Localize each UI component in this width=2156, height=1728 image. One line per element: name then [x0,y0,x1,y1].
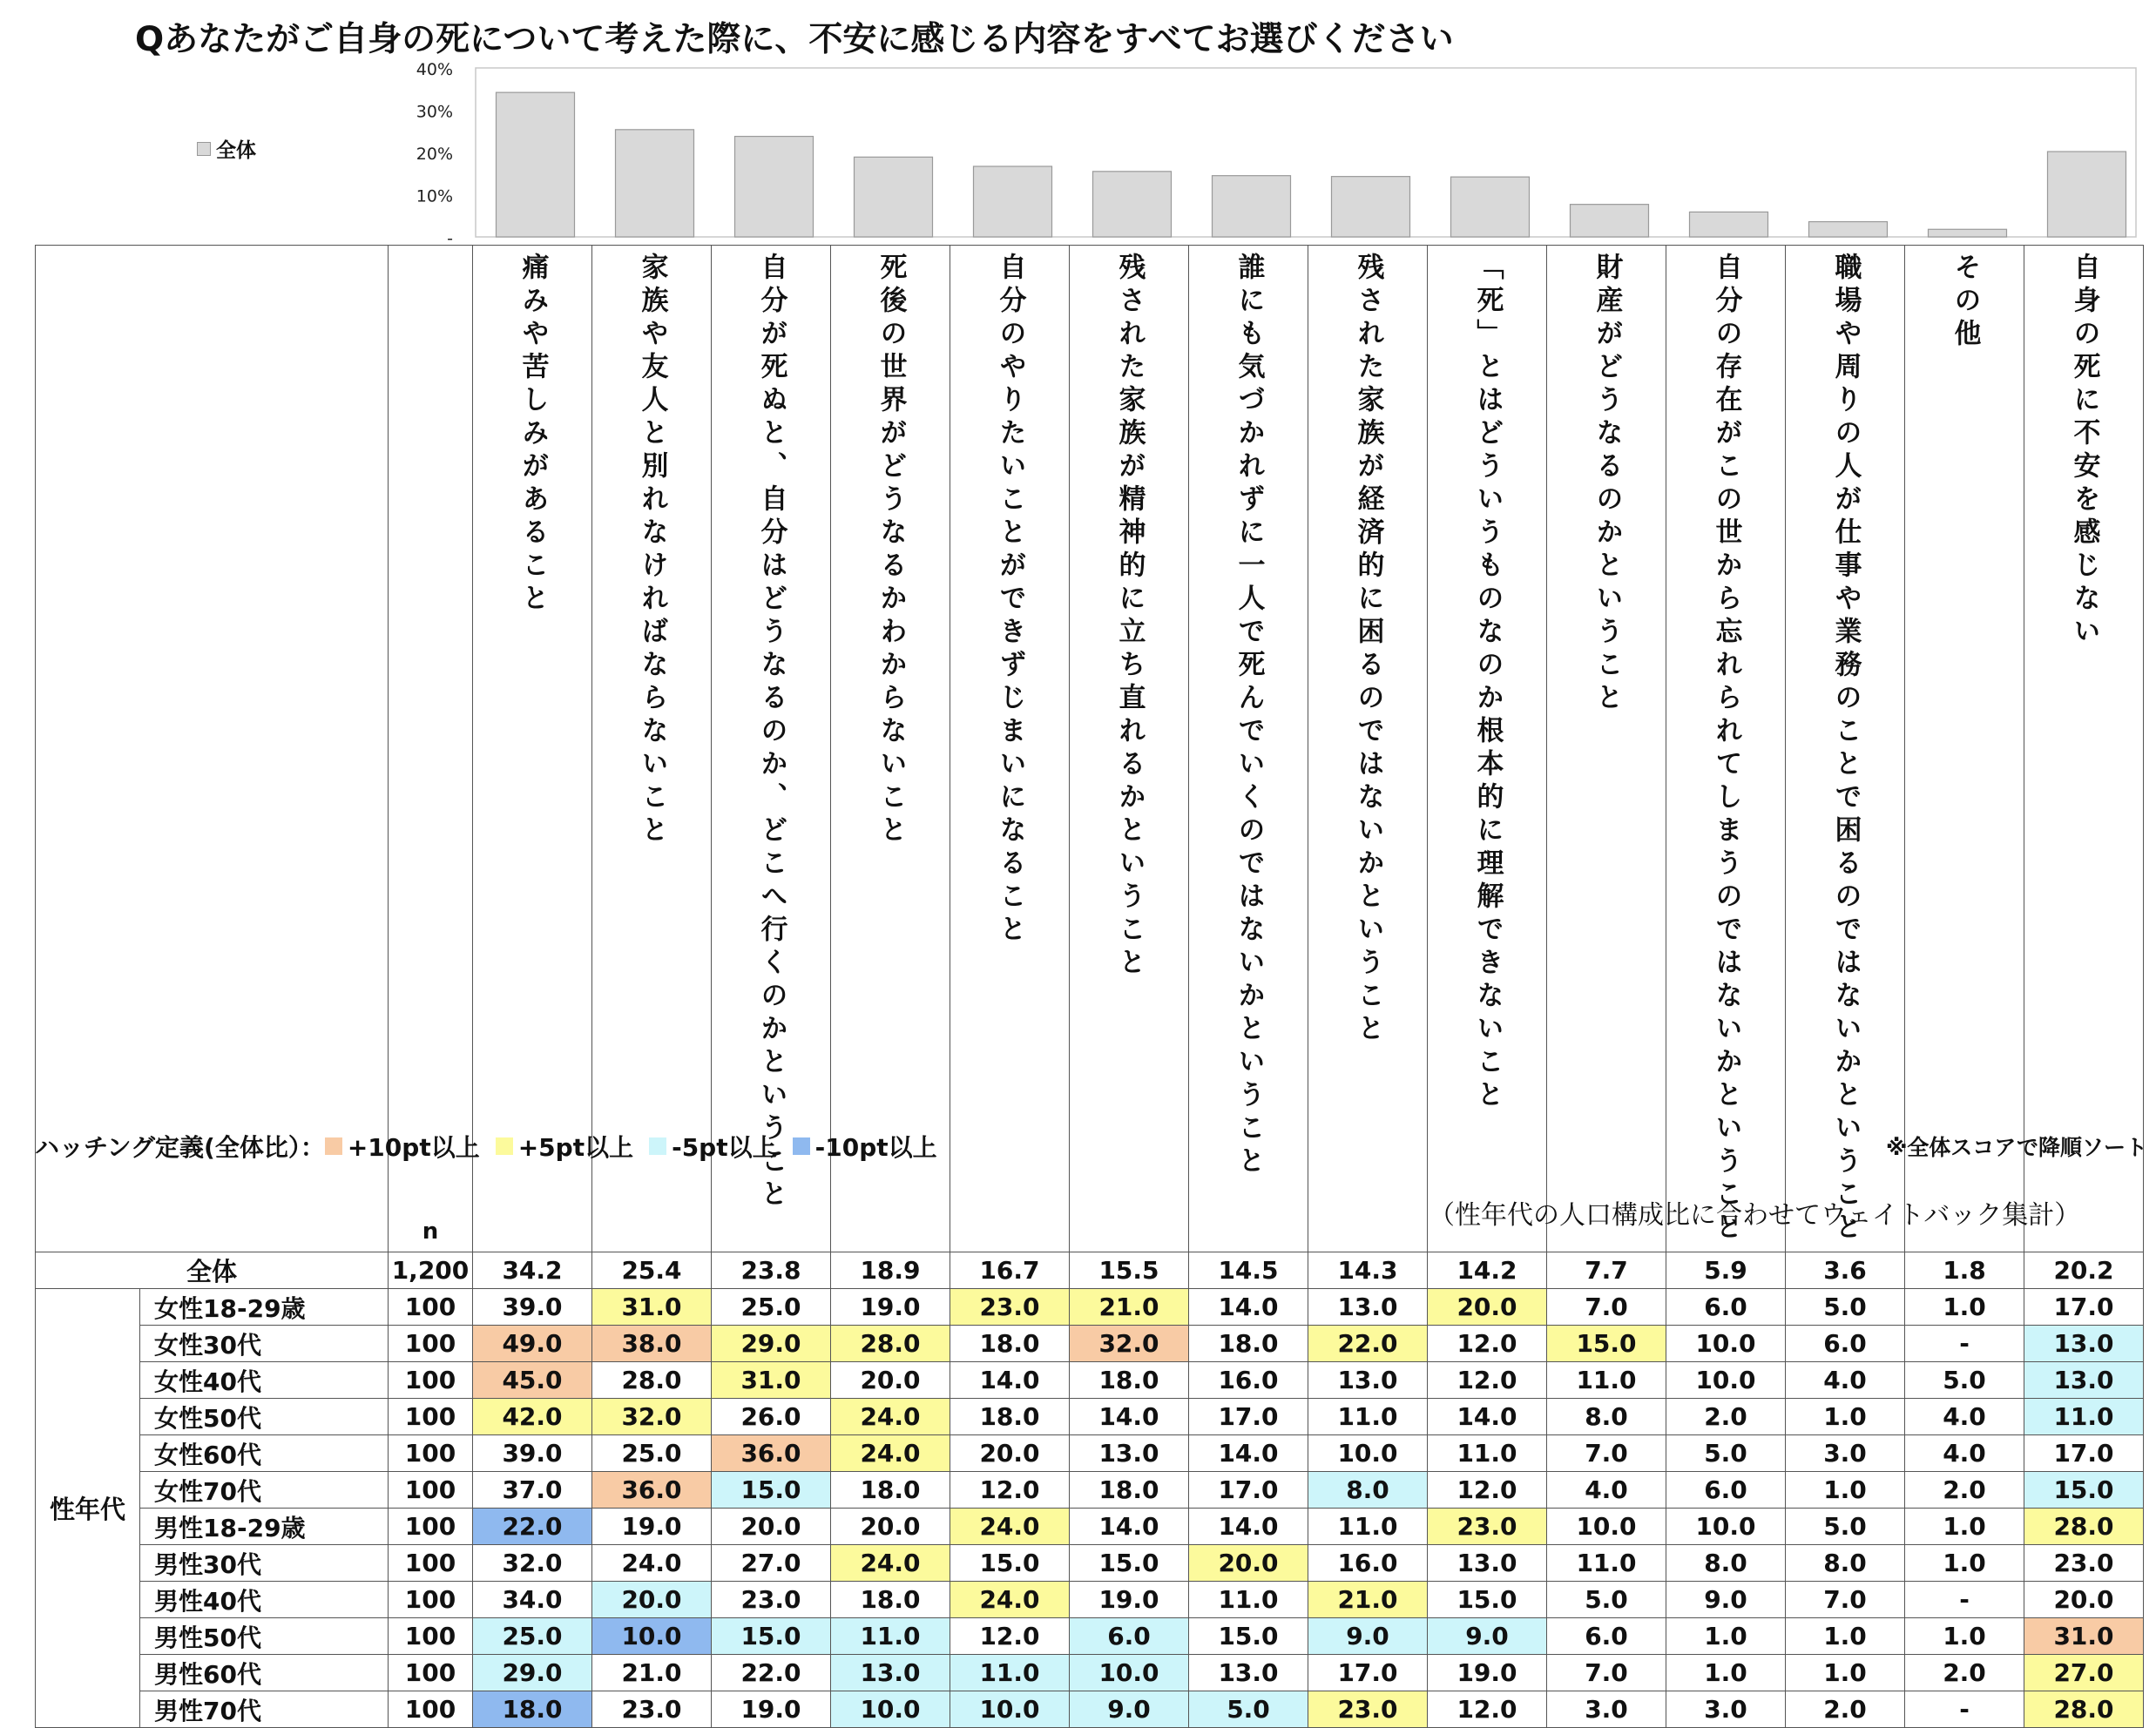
bar [1093,172,1172,237]
y-tick-label: 10% [416,186,453,206]
table-cell: 10.0 [592,1618,712,1655]
table-cell: 17.0 [2024,1435,2144,1472]
bar [974,166,1052,237]
table-cell: 3.0 [1786,1435,1905,1472]
table-cell: 26.0 [712,1399,831,1435]
total-value: 1.8 [1905,1252,2024,1289]
column-header [1666,246,1786,1252]
table-cell: 8.0 [1666,1545,1786,1582]
segment-n: 100 [389,1362,473,1399]
column-header-text: 家族や友人と別れなければならないこと [636,253,668,848]
table-cell: 18.0 [473,1691,592,1728]
table-cell: 19.0 [592,1509,712,1545]
table-cell: 5.0 [1189,1691,1308,1728]
total-value: 14.3 [1308,1252,1428,1289]
table-cell: 2.0 [1666,1399,1786,1435]
y-tick-label: 40% [416,60,453,79]
header-row [36,246,2144,1252]
table-cell: 6.0 [1666,1472,1786,1509]
bar [497,92,575,237]
table-cell: 27.0 [2024,1655,2144,1691]
hatching-label: +10pt以上 [347,1133,480,1162]
table-cell: 24.0 [950,1582,1070,1618]
header-n: n [389,246,473,1252]
table-cell: 7.0 [1547,1289,1666,1326]
table-cell: 22.0 [473,1509,592,1545]
table-cell: 14.0 [1189,1289,1308,1326]
hatching-swatch [793,1137,810,1155]
table-cell: 31.0 [712,1362,831,1399]
table-cell: 25.0 [473,1618,592,1655]
table-cell: 10.0 [1547,1509,1666,1545]
table-cell: 14.0 [1189,1435,1308,1472]
table-cell: 18.0 [950,1399,1070,1435]
table-cell: 9.0 [1070,1691,1189,1728]
segment-n: 100 [389,1289,473,1326]
table-cell: 5.0 [1547,1582,1666,1618]
table-row [36,1545,2144,1582]
table-row [36,1289,2144,1326]
total-value: 34.2 [473,1252,592,1289]
table-cell: 28.0 [2024,1691,2144,1728]
table-cell: 7.0 [1547,1435,1666,1472]
table-cell: 9.0 [1308,1618,1428,1655]
column-header-text: 財産がどうなるのかということ [1591,253,1623,716]
table-cell: 32.0 [473,1545,592,1582]
table-cell: 13.0 [1189,1655,1308,1691]
table-cell: 11.0 [1189,1582,1308,1618]
table-cell: 9.0 [1666,1582,1786,1618]
segment-label: 男性40代 [140,1582,389,1618]
segment-label: 男性50代 [140,1618,389,1655]
segment-label: 女性50代 [140,1399,389,1435]
table-cell: 23.0 [1308,1691,1428,1728]
table-row [36,1691,2144,1728]
table-cell: 28.0 [2024,1509,2144,1545]
table-cell: 11.0 [1308,1399,1428,1435]
table-cell: 2.0 [1905,1472,2024,1509]
segment-n: 100 [389,1472,473,1509]
table-cell: 18.0 [1189,1326,1308,1362]
total-value: 15.5 [1070,1252,1189,1289]
table-cell: 28.0 [831,1326,950,1362]
table-cell: 23.0 [2024,1545,2144,1582]
bar [855,157,933,237]
total-value: 25.4 [592,1252,712,1289]
table-cell: 2.0 [1905,1655,2024,1691]
column-header-text: 「死」とはどういうものなのか根本的に理解できないこと [1471,253,1504,1113]
table-row [36,1582,2144,1618]
table-cell: 36.0 [712,1435,831,1472]
column-header [712,246,831,1252]
table-cell: 10.0 [1666,1362,1786,1399]
column-header [1786,246,1905,1252]
table-cell: 4.0 [1547,1472,1666,1509]
segment-n: 100 [389,1655,473,1691]
table-cell: 23.0 [950,1289,1070,1326]
column-header-text: 自分のやりたいことができずじまいになること [994,253,1026,948]
table-cell: - [1905,1326,2024,1362]
table-cell: 15.0 [950,1545,1070,1582]
segment-n: 100 [389,1509,473,1545]
hatching-legend [35,1129,953,1164]
table-cell: 5.0 [1786,1289,1905,1326]
hatching-legend-item [793,1129,937,1164]
table-cell: 15.0 [1070,1545,1189,1582]
table-cell: 20.0 [712,1509,831,1545]
table-cell: 19.0 [1070,1582,1189,1618]
segment-n: 100 [389,1691,473,1728]
bar-chart-svg [0,0,2156,253]
table-cell: 5.0 [1666,1435,1786,1472]
hatching-label: -5pt以上 [672,1133,777,1162]
total-value: 14.2 [1428,1252,1547,1289]
table-cell: 14.0 [1428,1399,1547,1435]
table-cell: 20.0 [831,1362,950,1399]
table-cell: 18.0 [831,1582,950,1618]
table-cell: 1.0 [1786,1399,1905,1435]
table-row [36,1362,2144,1399]
column-header [950,246,1070,1252]
column-header-text: 誰にも気づかれずに一人で死んでいくのではないかということ [1233,253,1265,1179]
table-cell: 22.0 [712,1655,831,1691]
segment-label: 女性40代 [140,1362,389,1399]
y-tick-label: 30% [416,102,453,122]
weight-note: （性年代の人口構成比に合わせてウェイトバック集計） [1429,1200,2081,1231]
table-cell: 17.0 [1189,1399,1308,1435]
segment-n: 100 [389,1618,473,1655]
table-row [36,1618,2144,1655]
hatching-swatch [649,1137,666,1155]
table-row [36,1655,2144,1691]
table-cell: 10.0 [1666,1509,1786,1545]
column-header [2024,246,2144,1252]
table-cell: 21.0 [1070,1289,1189,1326]
y-tick-label: - [447,229,453,248]
table-cell: 4.0 [1786,1362,1905,1399]
legend-label: 全体 [216,139,256,162]
column-header-text: 自身の死に不安を感じない [2068,253,2100,650]
table-cell: 1.0 [1905,1509,2024,1545]
table-cell: 1.0 [1905,1545,2024,1582]
total-row [36,1252,2144,1289]
table-cell: 19.0 [712,1691,831,1728]
total-label: 全体 [36,1252,389,1289]
column-header-text: 自分の存在がこの世から忘れられてしまうのではないかということ [1710,253,1742,1245]
table-cell: 21.0 [592,1655,712,1691]
segment-label: 男性30代 [140,1545,389,1582]
table-cell: 34.0 [473,1582,592,1618]
y-tick-label: 20% [416,145,453,164]
table-cell: 10.0 [950,1691,1070,1728]
table-cell: 1.0 [1786,1618,1905,1655]
table-cell: 20.0 [2024,1582,2144,1618]
column-header-text: 自分が死ぬと、自分はどうなるのか、どこへ行くのかということ [755,253,787,1212]
table-cell: 12.0 [1428,1691,1547,1728]
table-cell: 11.0 [1428,1435,1547,1472]
column-header-text: その他 [1949,253,1981,352]
table-cell: 39.0 [473,1435,592,1472]
segment-n: 100 [389,1326,473,1362]
table-cell: 29.0 [473,1655,592,1691]
table-cell: 1.0 [1786,1472,1905,1509]
bar [1332,177,1410,237]
column-header [1308,246,1428,1252]
table-cell: 39.0 [473,1289,592,1326]
table-row [36,1326,2144,1362]
segment-label: 男性18-29歳 [140,1509,389,1545]
table-cell: 13.0 [1308,1289,1428,1326]
table-cell: 11.0 [831,1618,950,1655]
segment-label: 男性70代 [140,1691,389,1728]
table-cell: 4.0 [1905,1399,2024,1435]
table-cell: 20.0 [950,1435,1070,1472]
total-value: 18.9 [831,1252,950,1289]
table-cell: 16.0 [1189,1362,1308,1399]
table-cell: 6.0 [1786,1326,1905,1362]
table-cell: 24.0 [831,1545,950,1582]
table-cell: 31.0 [592,1289,712,1326]
table-cell: 6.0 [1070,1618,1189,1655]
table-row [36,1399,2144,1435]
bar [1809,222,1888,237]
table-row [36,1509,2144,1545]
hatching-legend-item [496,1129,633,1164]
column-header [1547,246,1666,1252]
table-cell: 24.0 [592,1545,712,1582]
table-cell: 12.0 [950,1472,1070,1509]
results-table [35,245,2144,1728]
table-cell: 25.0 [592,1435,712,1472]
total-value: 5.9 [1666,1252,1786,1289]
table-cell: 1.0 [1905,1618,2024,1655]
table-cell: 11.0 [1308,1509,1428,1545]
table-cell: 37.0 [473,1472,592,1509]
table-row [36,1435,2144,1472]
column-header-text: 職場や周りの人が仕事や業務のことで困るのではないかということ [1829,253,1862,1245]
table-cell: 11.0 [1547,1362,1666,1399]
table-cell: 28.0 [592,1362,712,1399]
hatching-label: -10pt以上 [814,1133,937,1162]
table-cell: 23.0 [1428,1509,1547,1545]
hatching-legend-item [325,1129,480,1164]
table-cell: - [1905,1691,2024,1728]
bar [1929,229,2007,237]
table-cell: 32.0 [592,1399,712,1435]
table-cell: 15.0 [1189,1618,1308,1655]
bar [1690,212,1768,237]
table-cell: 17.0 [1189,1472,1308,1509]
total-value: 3.6 [1786,1252,1905,1289]
column-header [1070,246,1189,1252]
table-cell: 20.0 [1189,1545,1308,1582]
table-cell: 29.0 [712,1326,831,1362]
chart-title: Qあなたがご自身の死について考えた際に、不安に感じる内容をすべてお選びください [135,20,1454,59]
table-cell: 15.0 [712,1472,831,1509]
hatching-swatch [325,1137,342,1155]
table-cell: 32.0 [1070,1326,1189,1362]
column-header [1428,246,1547,1252]
plot-frame [476,68,2136,237]
bar [616,130,694,237]
table-cell: 1.0 [1905,1289,2024,1326]
table-cell: 18.0 [1070,1362,1189,1399]
table-cell: 14.0 [950,1362,1070,1399]
table-cell: 15.0 [1428,1582,1547,1618]
table-cell: 12.0 [1428,1362,1547,1399]
header-corner [36,246,389,1252]
table-cell: 24.0 [950,1509,1070,1545]
table-cell: 20.0 [1428,1289,1547,1326]
table-cell: 11.0 [950,1655,1070,1691]
table-cell: 4.0 [1905,1435,2024,1472]
table-cell: 10.0 [1666,1326,1786,1362]
column-header-text: 死後の世界がどうなるかわからないこと [875,253,907,848]
table-cell: 7.0 [1547,1655,1666,1691]
table-cell: 23.0 [712,1582,831,1618]
total-value: 20.2 [2024,1252,2144,1289]
table-cell: 2.0 [1786,1691,1905,1728]
table-cell: 10.0 [1070,1655,1189,1691]
column-header [831,246,950,1252]
table-cell: 9.0 [1428,1618,1547,1655]
table-cell: 12.0 [950,1618,1070,1655]
table-cell: 13.0 [1428,1545,1547,1582]
table-cell: 8.0 [1786,1545,1905,1582]
segment-n: 100 [389,1435,473,1472]
column-header [1905,246,2024,1252]
chart-legend [197,134,256,163]
segment-n: 100 [389,1582,473,1618]
table-cell: 42.0 [473,1399,592,1435]
table-cell: 13.0 [1308,1362,1428,1399]
table-cell: - [1905,1582,2024,1618]
table-cell: 11.0 [2024,1399,2144,1435]
column-header-text: 残された家族が経済的に困るのではないかということ [1352,253,1384,1047]
table-cell: 19.0 [831,1289,950,1326]
segment-n: 100 [389,1399,473,1435]
table-cell: 24.0 [831,1399,950,1435]
bar-chart [0,0,2156,253]
table-cell: 6.0 [1547,1618,1666,1655]
table-cell: 49.0 [473,1326,592,1362]
table-cell: 18.0 [950,1326,1070,1362]
total-value: 7.7 [1547,1252,1666,1289]
table-cell: 7.0 [1786,1582,1905,1618]
segment-label: 女性70代 [140,1472,389,1509]
column-header-text: 痛みや苦しみがあること [517,253,549,617]
table-cell: 20.0 [831,1509,950,1545]
table-cell: 17.0 [1308,1655,1428,1691]
table-cell: 15.0 [1547,1326,1666,1362]
total-value: 14.5 [1189,1252,1308,1289]
hatching-legend-item [649,1129,777,1164]
column-header [473,246,592,1252]
table-cell: 13.0 [2024,1326,2144,1362]
table-cell: 12.0 [1428,1326,1547,1362]
legend-swatch [197,142,211,156]
table-cell: 14.0 [1189,1509,1308,1545]
table-cell: 1.0 [1666,1655,1786,1691]
hatching-label: +5pt以上 [517,1133,634,1162]
table-cell: 10.0 [1308,1435,1428,1472]
table-cell: 17.0 [2024,1289,2144,1326]
table-cell: 22.0 [1308,1326,1428,1362]
table-cell: 45.0 [473,1362,592,1399]
table-cell: 15.0 [712,1618,831,1655]
table-cell: 31.0 [2024,1618,2144,1655]
hatching-legend-prefix: ハッチング定義(全体比）： [35,1133,325,1162]
table-cell: 36.0 [592,1472,712,1509]
table-cell: 25.0 [712,1289,831,1326]
table-cell: 38.0 [592,1326,712,1362]
segment-label: 女性60代 [140,1435,389,1472]
table-cell: 5.0 [1905,1362,2024,1399]
table-cell: 13.0 [2024,1362,2144,1399]
table-cell: 16.0 [1308,1545,1428,1582]
table-cell: 24.0 [831,1435,950,1472]
column-header [1189,246,1308,1252]
bar [2048,152,2126,237]
table-cell: 21.0 [1308,1582,1428,1618]
segment-label: 女性18-29歳 [140,1289,389,1326]
table-cell: 8.0 [1547,1399,1666,1435]
segment-label: 女性30代 [140,1326,389,1362]
hatching-swatch [496,1137,513,1155]
segment-label: 男性60代 [140,1655,389,1691]
column-header [592,246,712,1252]
table-cell: 1.0 [1666,1618,1786,1655]
table-cell: 3.0 [1666,1691,1786,1728]
table-cell: 13.0 [1070,1435,1189,1472]
table-row [36,1472,2144,1509]
table-cell: 14.0 [1070,1509,1189,1545]
sort-note: ※全体スコアで降順ソート [1885,1135,2147,1160]
table-cell: 10.0 [831,1691,950,1728]
total-value: 23.8 [712,1252,831,1289]
bar [735,137,814,237]
table-cell: 14.0 [1070,1399,1189,1435]
bar [1451,177,1530,237]
table-cell: 8.0 [1308,1472,1428,1509]
group-label: 性年代 [36,1289,140,1728]
table-cell: 19.0 [1428,1655,1547,1691]
table-cell: 13.0 [831,1655,950,1691]
total-value: 16.7 [950,1252,1070,1289]
table-cell: 15.0 [2024,1472,2144,1509]
table-cell: 3.0 [1547,1691,1666,1728]
total-n: 1,200 [389,1252,473,1289]
table-cell: 5.0 [1786,1509,1905,1545]
table-cell: 11.0 [1547,1545,1666,1582]
bar [1571,205,1649,237]
table-cell: 27.0 [712,1545,831,1582]
table-cell: 23.0 [592,1691,712,1728]
table-cell: 6.0 [1666,1289,1786,1326]
table-cell: 12.0 [1428,1472,1547,1509]
table-cell: 20.0 [592,1582,712,1618]
segment-n: 100 [389,1545,473,1582]
bar [1213,176,1291,237]
table-cell: 18.0 [1070,1472,1189,1509]
table-cell: 18.0 [831,1472,950,1509]
column-header-text: 残された家族が精神的に立ち直れるかということ [1113,253,1146,981]
table-cell: 1.0 [1786,1655,1905,1691]
